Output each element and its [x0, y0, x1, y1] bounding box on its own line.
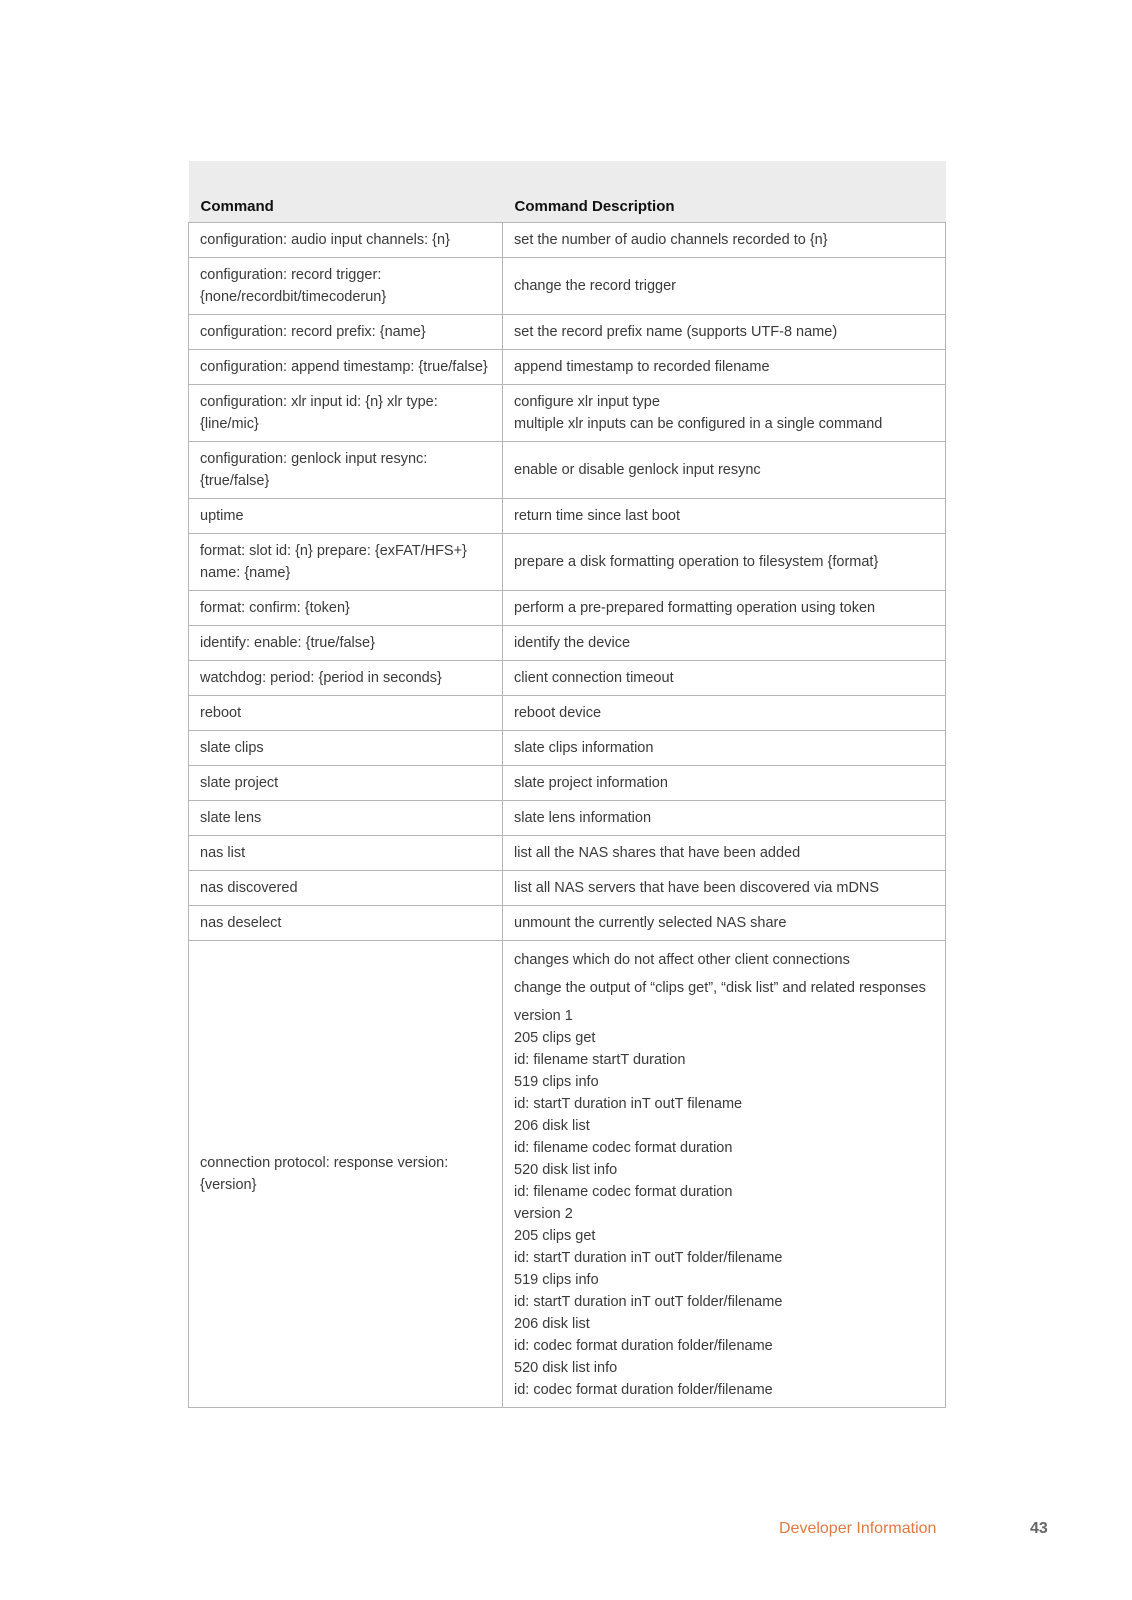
description-cell [503, 385, 946, 442]
description-line: prepare a disk formatting operation to filesystem {format} [514, 554, 879, 570]
description-cell [503, 223, 946, 258]
description-line: list all NAS servers that have been discovered via mDNS [514, 880, 880, 896]
table-row [189, 801, 946, 836]
description-line: set the record prefix name (supports UTF-8 name) [514, 324, 838, 340]
description-line: 205 clips get [514, 1228, 596, 1244]
table-row [189, 836, 946, 871]
table-row [189, 534, 946, 591]
description-block [514, 1005, 934, 1401]
description-line: id: filename codec format duration [514, 1140, 733, 1156]
table-row [189, 499, 946, 534]
description-cell [503, 941, 946, 1408]
description-line: multiple xlr inputs can be configured in a single command [514, 416, 883, 432]
description-line: append timestamp to recorded filename [514, 359, 770, 375]
description-line: 519 clips info [514, 1272, 599, 1288]
description-cell [503, 766, 946, 801]
description-line: configure xlr input type [514, 394, 660, 410]
command-cell: reboot [189, 696, 503, 731]
description-cell [503, 836, 946, 871]
description-line: id: startT duration inT outT filename [514, 1096, 743, 1112]
description-line: slate clips information [514, 740, 654, 756]
description-cell [503, 696, 946, 731]
table-row [189, 315, 946, 350]
description-line: set the number of audio channels recorded to {n} [514, 232, 828, 248]
description-line: version 1 [514, 1008, 573, 1024]
command-cell: slate clips [189, 731, 503, 766]
command-cell: configuration: genlock input resync: {true/false} [189, 442, 503, 499]
description-line: change the output of “clips get”, “disk list” and related responses [514, 980, 926, 996]
table-row [189, 626, 946, 661]
description-line: enable or disable genlock input resync [514, 462, 761, 478]
command-cell: nas list [189, 836, 503, 871]
command-cell: identify: enable: {true/false} [189, 626, 503, 661]
description-cell [503, 906, 946, 941]
description-cell [503, 350, 946, 385]
description-line: perform a pre-prepared formatting operation using token [514, 600, 876, 616]
description-line: client connection timeout [514, 670, 674, 686]
table-row [189, 350, 946, 385]
description-line: reboot device [514, 705, 602, 721]
table-row [189, 258, 946, 315]
command-cell: slate project [189, 766, 503, 801]
table-header-row [189, 161, 946, 223]
column-header-command: Command [189, 161, 503, 223]
command-table [188, 161, 946, 1408]
description-line: list all the NAS shares that have been added [514, 845, 801, 861]
command-cell: configuration: append timestamp: {true/false} [189, 350, 503, 385]
command-cell: connection protocol: response version: {version} [189, 941, 503, 1408]
description-line: 520 disk list info [514, 1162, 618, 1178]
table-row [189, 731, 946, 766]
command-cell: slate lens [189, 801, 503, 836]
description-line: identify the device [514, 635, 631, 651]
description-line: 205 clips get [514, 1030, 596, 1046]
description-cell [503, 258, 946, 315]
description-line: id: startT duration inT outT folder/filename [514, 1250, 783, 1266]
command-cell: format: slot id: {n} prepare: {exFAT/HFS+} name: {name} [189, 534, 503, 591]
description-line: id: filename codec format duration [514, 1184, 733, 1200]
description-line: 206 disk list [514, 1316, 590, 1332]
command-cell: watchdog: period: {period in seconds} [189, 661, 503, 696]
description-cell [503, 731, 946, 766]
description-cell [503, 315, 946, 350]
description-block [514, 977, 934, 999]
footer-section-title: Developer Information [779, 1520, 937, 1537]
description-line: 206 disk list [514, 1118, 590, 1134]
command-cell: nas deselect [189, 906, 503, 941]
table-row [189, 906, 946, 941]
description-line: id: startT duration inT outT folder/filename [514, 1294, 783, 1310]
description-line: change the record trigger [514, 278, 677, 294]
description-cell [503, 626, 946, 661]
description-line: id: filename startT duration [514, 1052, 686, 1068]
command-cell: configuration: record trigger: {none/recordbit/timecoderun} [189, 258, 503, 315]
table-row [189, 661, 946, 696]
column-header-description: Command Description [503, 161, 946, 223]
description-line: unmount the currently selected NAS share [514, 915, 787, 931]
description-line: slate project information [514, 775, 668, 791]
command-cell: format: confirm: {token} [189, 591, 503, 626]
page-number: 43 [1030, 1520, 1048, 1537]
description-cell [503, 442, 946, 499]
description-line: id: codec format duration folder/filename [514, 1338, 773, 1354]
description-line: slate lens information [514, 810, 652, 826]
description-cell [503, 534, 946, 591]
description-block [514, 949, 934, 971]
table-row [189, 442, 946, 499]
table-body [189, 223, 946, 1408]
description-cell [503, 661, 946, 696]
description-line: version 2 [514, 1206, 573, 1222]
description-cell [503, 871, 946, 906]
description-line: 520 disk list info [514, 1360, 618, 1376]
command-cell: uptime [189, 499, 503, 534]
description-line: id: codec format duration folder/filename [514, 1382, 773, 1398]
table-row [189, 871, 946, 906]
table-row [189, 941, 946, 1408]
description-line: 519 clips info [514, 1074, 599, 1090]
table-row [189, 223, 946, 258]
table-row [189, 696, 946, 731]
command-cell: configuration: record prefix: {name} [189, 315, 503, 350]
table-row [189, 385, 946, 442]
description-line: return time since last boot [514, 508, 681, 524]
description-line: changes which do not affect other client connections [514, 952, 850, 968]
table-row [189, 766, 946, 801]
description-cell [503, 801, 946, 836]
description-cell [503, 591, 946, 626]
command-cell: configuration: xlr input id: {n} xlr type: {line/mic} [189, 385, 503, 442]
table-row [189, 591, 946, 626]
command-cell: nas discovered [189, 871, 503, 906]
description-cell [503, 499, 946, 534]
command-cell: configuration: audio input channels: {n} [189, 223, 503, 258]
